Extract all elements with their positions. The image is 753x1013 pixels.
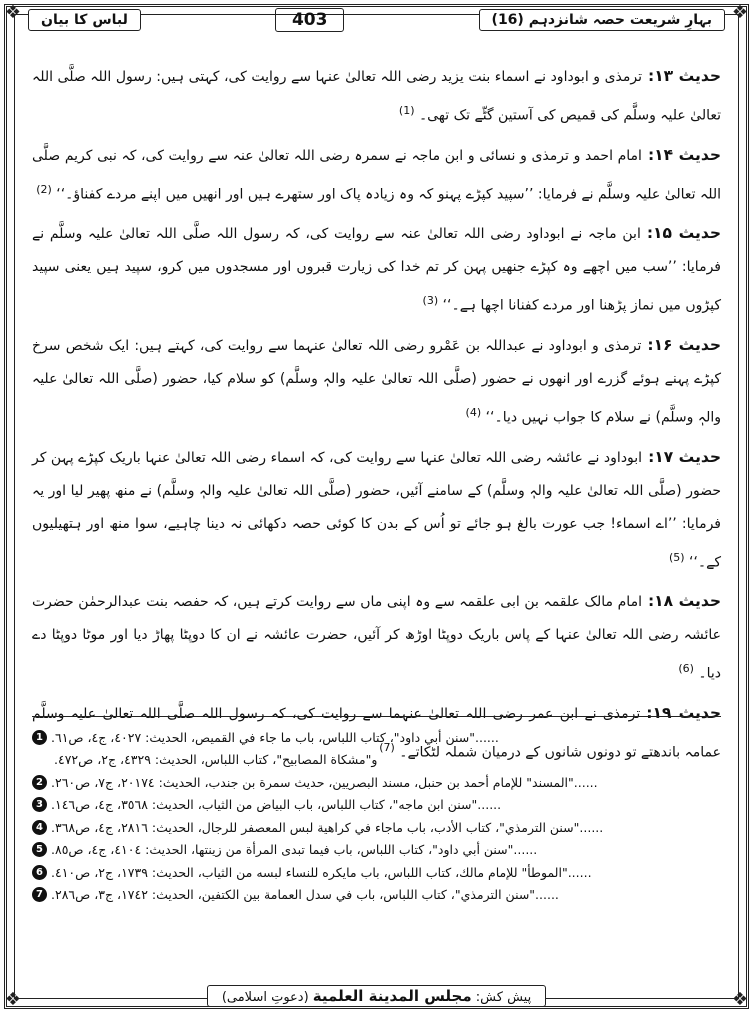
chapter-title: لباس کا بیان [28,9,141,31]
footnote-number: 1 [32,730,47,745]
hadith-16 [32,329,721,435]
footnote-divider [32,716,721,717]
hadith-label: حدیث ۱۵: [646,224,722,243]
footnote-text: ......"سنن أبي داود"، كتاب اللباس، باب ما جاء في القميص، الحديث: ٤٠٢٧، ج٤، ص٦١. [51,729,499,745]
footnote-number: 7 [32,887,47,902]
footnote-reference[interactable]: (6) [678,662,694,676]
hadith-18 [32,585,721,691]
page-footer [0,985,753,1007]
footnote-item-continuation [32,749,721,772]
corner-ornament-icon: ❖ [4,2,22,23]
publisher-org: (دعوتِ اسلامی) [221,990,309,1005]
publisher-name: مجلس المدينة العلمية [312,987,472,1005]
footnote-item [32,726,721,749]
hadith-14 [32,139,721,212]
footnote-item [32,839,721,862]
footnote-reference[interactable]: (5) [668,550,685,564]
footnote-text: ......"الموطأ" للإمام مالك، كتاب اللباس، باب مايكره للنساء لبسه من الثياب، الحديث: ١٧٣٩، ج٢، ص٤١٠. [51,864,592,880]
footnote-reference[interactable]: (4) [465,405,482,419]
hadith-label: حدیث ۱۶: [647,335,721,354]
footnote-list [32,726,721,906]
footnote-number: 2 [32,775,47,790]
footnote-item [32,861,721,884]
hadith-list [32,60,721,770]
hadith-label: حدیث ۱۳: [648,67,721,85]
footnote-text: ......"سنن الترمذي"، كتاب اللباس، باب في سدل العمامة بين الكتفين، الحديث: ١٧٤٢، ج٣، ص٢٨٦. [51,887,559,903]
hadith-text: ترمذی و ابوداود نے عبداللہ بن عَمْرو رضی اللہ تعالیٰ عنہما سے روایت کی، کہتے ہیں: ایک شخص سرخ کپڑے پہنے ہوئے گزرے اور انھوں نے حضور (صلَّی اللہ تعالیٰ علیہ والہٖ وسلَّم) کو سلام کیا، حضور (صلَّی اللہ تعالیٰ علیہ والہٖ وسلَّم) نے سلام کا جواب نہیں دیا۔‘‘ [32,337,721,426]
hadith-label: حدیث ۱۸: [647,592,721,611]
footnote-number: 4 [32,820,47,835]
hadith-label: حدیث ۱۴: [647,145,722,164]
footnote-text: ......"سنن ابن ماجه"، كتاب اللباس، باب البياض من الثياب، الحديث: ٣٥٦٨، ج٤، ص١٤٦. [51,797,502,813]
footnote-text: ......"المسند" للإمام أحمد بن حنبل، مسند البصريين، حديث سمرة بن جندب، الحديث: ٢٠١٧٤، ج٧، ص٢٦٠. [51,774,598,790]
hadith-text: امام احمد و ترمذی و نسائی و ابن ماجہ نے سمرہ رضی اللہ تعالیٰ عنہ سے روایت کی، کہ نبی کریم صلَّی اللہ تعالیٰ علیہ وسلَّم نے فرمایا: ’’سپید کپڑے پہنو کہ وہ زیادہ پاک اور ستھرے ہیں اور انھیں میں اپنے مردے کفناؤ۔‘‘ [32,147,721,203]
corner-ornament-icon: ❖ [731,2,749,23]
footnote-text: ......"سنن الترمذي"، كتاب الأدب، باب ماجاء في كراهية لبس المعصفر للرجال، الحديث: ٢٨١٦، ج٤، ص٣٦٨. [51,819,604,835]
hadith-text: ابن ماجہ نے ابوداود رضی اللہ تعالیٰ عنہ سے روایت کی، کہ رسول اللہ صلَّی اللہ تعالیٰ علیہ وسلَّم نے فرمایا: ’’سب میں اچھے وہ کپڑے جنھیں پہن کر تم خدا کی زیارت قبروں اور مسجدوں میں کرو، سپید ہیں یعنی سپید کپڑوں میں نماز پڑھنا اور مردے کفنانا اچھا ہے۔‘‘ [32,226,721,314]
footnote-reference[interactable]: (2) [36,182,52,196]
footnote-item [32,816,721,839]
corner-ornament-icon: ❖ [4,989,22,1010]
footnote-number: 3 [32,797,47,812]
hadith-13 [32,60,721,133]
page-number: 403 [275,8,345,32]
footnote-reference[interactable]: (7) [379,740,395,754]
hadith-17 [32,441,721,580]
footnote-reference[interactable]: (3) [422,294,439,308]
hadith-text: ترمذی نے ابن عمر رضی اللہ تعالیٰ عنہما سے روایت کی، کہ رسول اللہ صلَّی اللہ تعالیٰ علیہ وسلَّم عمامہ باندھتے تو دونوں شانوں کے درمیان شملہ لٹکاتے۔ [32,705,721,761]
footnote-number: 6 [32,865,47,880]
footnote-number: 5 [32,842,47,857]
book-title: بہارِ شریعت حصہ شانزدہم (16) [479,9,725,31]
footnote-item [32,771,721,794]
page-header [28,6,725,34]
hadith-label: حدیث ۱۷: [648,447,722,466]
corner-ornament-icon: ❖ [731,989,749,1010]
hadith-15 [32,217,721,323]
hadith-text: ابوداود نے عائشہ رضی اللہ تعالیٰ عنہا سے روایت کی، کہ اسماء رضی اللہ تعالیٰ عنہا باریک کپڑے پہن کر حضور (صلَّی اللہ تعالیٰ علیہ والہٖ وسلَّم) کے سامنے آئیں، حضور (صلَّی اللہ تعالیٰ علیہ والہٖ وسلَّم) نے منھ پھیر لیا اور یہ فرمایا: ’’اے اسماء! جب عورت بالغ ہو جائے تو اُس کے بدن کا کوئی حصہ دکھائی نہ دینا چاہیے، سوا منھ اور ہتھیلیوں کے۔‘‘ [32,449,721,571]
hadith-label: حدیث ۱۹: [646,703,722,722]
footnote-item [32,794,721,817]
footnote-text: و"مشكاة المصابيح"، كتاب اللباس، الحديث: ٤٣٢٩، ج٢، ص٤٧٢. [54,752,378,768]
hadith-text: امام مالک علقمہ بن ابی علقمہ سے وہ اپنی ماں سے روایت کرتے ہیں، کہ حفصہ بنت عبدالرحمٰن حضرت عائشہ رضی اللہ تعالیٰ عنہا کے پاس باریک دوپٹا اوڑھ کر آئیں، حضرت عائشہ نے ان کا دوپٹا پھاڑ دیا اور موٹا دوپٹا دے دیا۔ [32,594,721,682]
footnote-item [32,884,721,907]
footnote-reference[interactable]: (1) [398,104,415,117]
publisher-box [207,985,546,1007]
hadith-text: ترمذی و ابوداود نے اسماء بنت یزید رضی اللہ تعالیٰ عنہا سے روایت کی، کہتی ہیں: رسول اللہ صلَّی اللہ تعالیٰ علیہ وسلَّم کی قمیص کی آستین گٹّے تک تھی۔ [32,69,721,124]
footnote-text: ......"سنن أبي داود"، كتاب اللباس، باب فيما تبدى المرأة من زينتها، الحديث: ٤١٠٤، ج٤، ص٨٥. [51,842,538,858]
footer-prefix: پیش کش: [475,990,532,1005]
